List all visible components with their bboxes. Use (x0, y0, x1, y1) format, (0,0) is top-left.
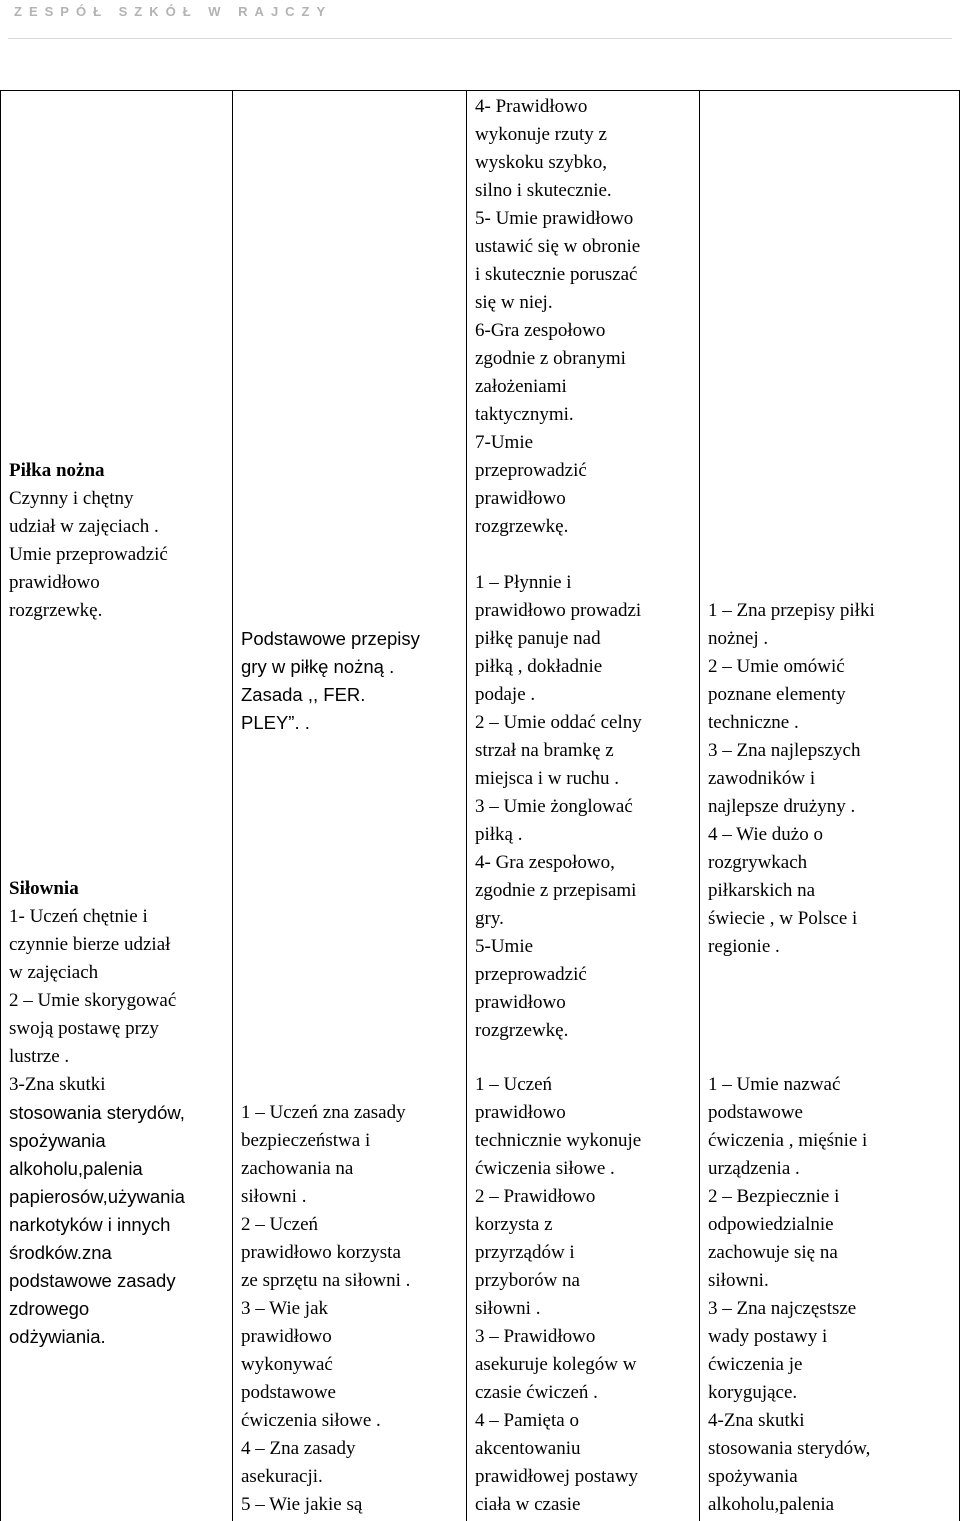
silownia-requirements: 1- Uczeń chętnie i czynnie bierze udział w zajęciach 2 – Umie skorygować swoją postawę przy lustrze . 3-Zna skutki (9, 906, 177, 1095)
page-header (8, 0, 952, 39)
school-name: ZESPÓŁ SZKÓŁ W RAJCZY (14, 4, 333, 19)
table-column-1 (1, 91, 233, 1521)
table-column-3 (467, 91, 700, 1521)
gym-safety-text: 1 – Uczeń zna zasady bezpieczeństwa i zachowania na siłowni . 2 – Uczeń prawidłowo korzysta ze sprzętu na siłowni . 3 – Wie jak prawidłowo wykonywać podstawowe ćwiczenia siłowe . 4 – Zna zasady asekuracji. 5 – Wie jakie są (241, 1102, 411, 1515)
football-skills-text: 1 – Płynnie i prawidłowo prowadzi piłkę panuje nad piłką , dokładnie podaje . 2 – Umie oddać celny strzał na bramkę z miejsca i w ruchu . 3 – Umie żonglować piłką . 4- Gra zespołowo, zgodnie z przepisami gry. 5-Umie przeprowadzić prawidłowo rozgrzewkę. (475, 572, 642, 1041)
football-knowledge-text: 1 – Zna przepisy piłki nożnej . 2 – Umie omówić poznane elementy techniczne . 3 – Zna najlepszych zawodników i najlepsze drużyny . 4 – Wie dużo o rozgrywkach piłkarskich na świecie , w Polsce i regionie . (708, 600, 875, 957)
silownia-heading: Siłownia (9, 878, 79, 899)
silownia-requirements-continued: stosowania sterydów, spożywania alkoholu,palenia papierosów,używania narkotyków i innych środków.zna podstawowe zasady zdrowego odżywiania. (9, 1102, 185, 1347)
handball-skills-text: 4- Prawidłowo wykonuje rzuty z wyskoku szybko, silno i skutecznie. 5- Umie prawidłowo ustawić się w obronie i skutecznie poruszać się w niej. 6-Gra zespołowo zgodnie z obranymi założeniami taktycznymi. 7-Umie przeprowadzić prawidłowo rozgrzewkę. (475, 96, 641, 537)
football-rules-text: Podstawowe przepisy gry w piłkę nożną . Zasada ,, FER. PLEY”. . (241, 628, 420, 733)
table-column-4 (700, 91, 960, 1521)
gym-knowledge-text: 1 – Umie nazwać podstawowe ćwiczenia , mięśnie i urządzenia . 2 – Bezpiecznie i odpowiedzialnie zachowuje się na siłowni. 3 – Zna najczęstsze wady postawy i ćwiczenia je korygujące. 4-Zna skutki stosowania sterydów, spożywania alkoholu,palenia (708, 1074, 871, 1515)
grading-table (0, 90, 960, 1521)
pilka-nozna-heading: Piłka nożna (9, 460, 105, 481)
pilka-nozna-requirements: Czynny i chętny udział w zajęciach . Umie przeprowadzić prawidłowo rozgrzewkę. (9, 488, 168, 621)
gym-skills-text: 1 – Uczeń prawidłowo technicznie wykonuje ćwiczenia siłowe . 2 – Prawidłowo korzysta z przyrządów i przyborów na siłowni . 3 – Prawidłowo asekuruje kolegów w czasie ćwiczeń . 4 – Pamięta o akcentowaniu prawidłowej postawy ciała w czasie (475, 1074, 642, 1515)
table-column-2 (233, 91, 467, 1521)
